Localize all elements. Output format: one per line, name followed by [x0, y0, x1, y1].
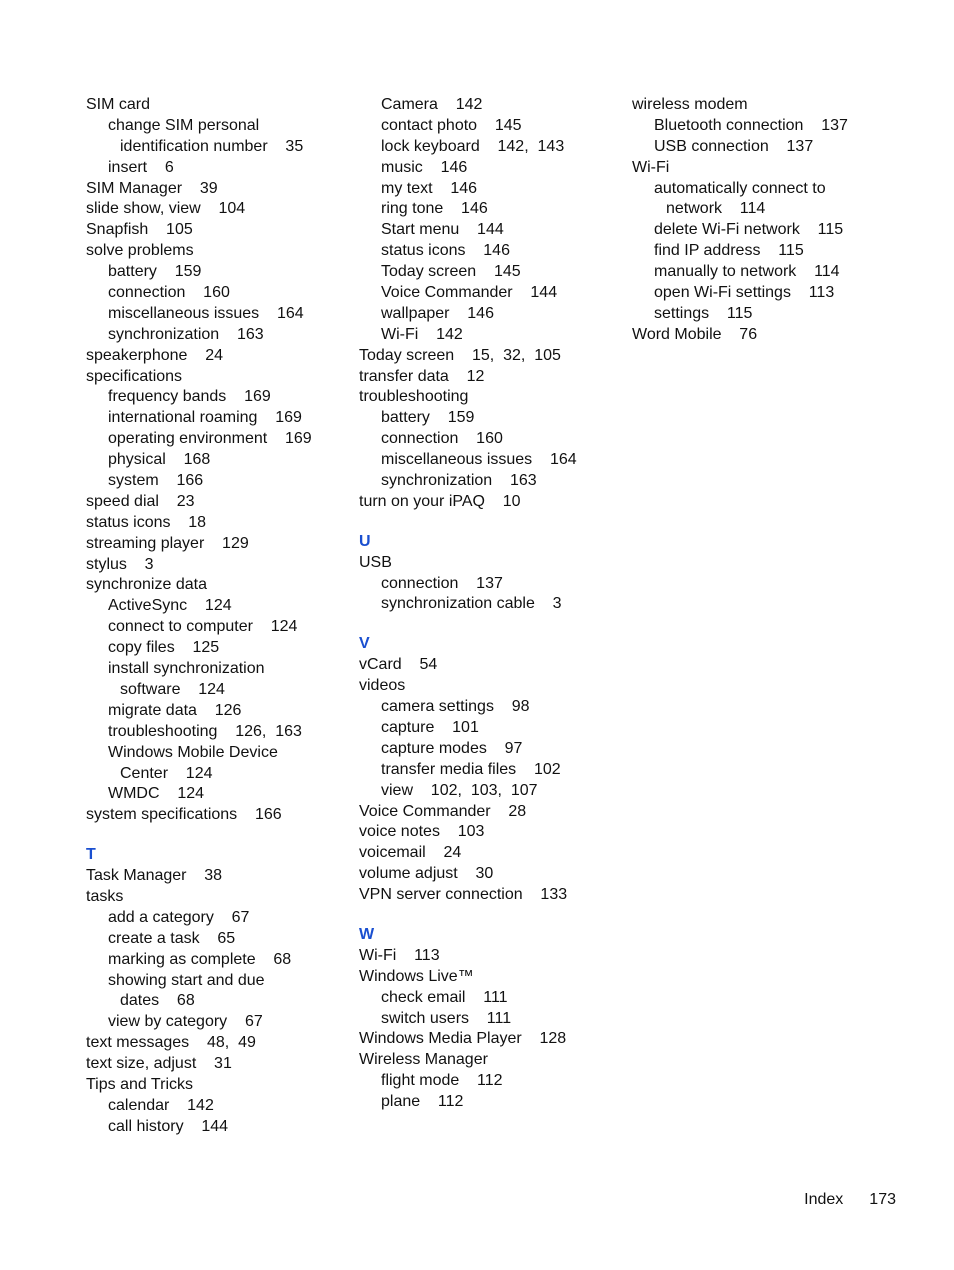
index-subentry: connection 160	[108, 284, 230, 302]
index-subentry: open Wi-Fi settings 113	[654, 284, 835, 302]
index-entry: Wi-Fi 113	[359, 946, 440, 964]
index-subentry: WMDC 124	[108, 785, 205, 803]
index-entry: system specifications 166	[86, 806, 282, 824]
index-entry: status icons 18	[86, 513, 207, 531]
index-subentry: connect to computer 124	[108, 618, 298, 636]
index-subentry: delete Wi-Fi network 115	[654, 221, 844, 239]
index-subentry: transfer media files 102	[381, 760, 561, 778]
index-subentry: my text 146	[381, 179, 478, 197]
index-entry: wireless modem	[632, 96, 748, 113]
index-entry: Tips and Tricks	[86, 1075, 193, 1093]
footer-section-label: Index	[804, 1191, 844, 1208]
index-subentry: Wi-Fi 142	[381, 325, 463, 343]
index-subentry: ring tone 146	[381, 200, 488, 218]
index-subentry: connection 137	[381, 574, 503, 592]
index-entry: Task Manager 38	[86, 867, 223, 885]
index-subentry: create a task 65	[108, 929, 236, 947]
index-subentry: identification number 35	[120, 137, 304, 155]
index-entry: vCard 54	[359, 656, 438, 674]
index-subentry: check email 111	[381, 988, 508, 1006]
index-subentry: physical 168	[108, 451, 211, 469]
index-subentry: Windows Mobile Device	[108, 743, 278, 761]
index-entry: synchronize data	[86, 576, 207, 594]
index-entry: videos	[359, 677, 406, 695]
section-letter-heading: T	[86, 846, 96, 864]
index-subentry: Voice Commander 144	[381, 284, 558, 302]
index-entry: troubleshooting	[359, 388, 469, 406]
index-subentry: battery 159	[381, 409, 475, 427]
index-subentry: synchronization 163	[108, 325, 264, 343]
index-subentry: find IP address 115	[654, 242, 804, 260]
index-subentry: Start menu 144	[381, 221, 504, 239]
index-entry: solve problems	[86, 242, 194, 260]
index-subentry: wallpaper 146	[381, 304, 494, 322]
index-entry: voice notes 103	[359, 823, 485, 841]
index-subentry: calendar 142	[108, 1096, 214, 1114]
index-subentry: ActiveSync 124	[108, 597, 232, 615]
index-entry: text messages 48, 49	[86, 1034, 256, 1052]
index-entry: Today screen 15, 32, 105	[359, 346, 561, 364]
section-letter-heading: U	[359, 532, 371, 550]
page-footer	[804, 1190, 896, 1210]
index-subentry: Camera 142	[381, 96, 483, 113]
index-column-3	[632, 95, 897, 346]
index-subentry: manually to network 114	[654, 263, 840, 281]
index-column-1	[86, 95, 351, 1138]
index-entry: tasks	[86, 887, 124, 905]
section-letter-heading: W	[359, 925, 375, 943]
index-subentry: international roaming 169	[108, 409, 302, 427]
index-subentry: flight mode 112	[381, 1072, 503, 1090]
index-subentry: add a category 67	[108, 908, 250, 926]
index-entry: SIM Manager 39	[86, 179, 218, 197]
index-subentry: call history 144	[108, 1117, 229, 1135]
index-subentry: system 166	[108, 472, 204, 490]
index-subentry: contact photo 145	[381, 116, 522, 134]
index-subentry: battery 159	[108, 263, 202, 281]
index-subentry: settings 115	[654, 304, 753, 322]
index-subentry: status icons 146	[381, 242, 510, 260]
index-entry: Windows Live™	[359, 967, 474, 985]
index-subentry: view 102, 103, 107	[381, 781, 538, 799]
section-letter-heading: V	[359, 635, 370, 653]
index-entry: Wireless Manager	[359, 1051, 488, 1069]
index-subentry: troubleshooting 126, 163	[108, 722, 302, 740]
index-entry: speed dial 23	[86, 492, 195, 510]
index-subentry: showing start and due	[108, 971, 265, 989]
index-entry: voicemail 24	[359, 844, 462, 862]
index-subentry: copy files 125	[108, 639, 220, 657]
index-subentry: miscellaneous issues 164	[381, 451, 577, 469]
index-column-2	[359, 95, 624, 1113]
index-subentry: frequency bands 169	[108, 388, 271, 406]
index-subentry: miscellaneous issues 164	[108, 304, 304, 322]
index-entry: VPN server connection 133	[359, 886, 568, 904]
index-subentry: capture 101	[381, 718, 479, 736]
index-entry: streaming player 129	[86, 534, 249, 552]
index-subentry: music 146	[381, 158, 468, 176]
index-entry: turn on your iPAQ 10	[359, 492, 521, 510]
index-entry: Snapfish 105	[86, 221, 193, 239]
index-entry: Word Mobile 76	[632, 325, 758, 343]
index-subentry: install synchronization	[108, 660, 265, 678]
index-subentry: Bluetooth connection 137	[654, 116, 848, 134]
index-subentry: Today screen 145	[381, 263, 521, 281]
index-entry: slide show, view 104	[86, 200, 246, 218]
index-subentry: insert 6	[108, 158, 174, 176]
index-entry: volume adjust 30	[359, 865, 494, 883]
index-subentry: migrate data 126	[108, 701, 242, 719]
index-entry: stylus 3	[86, 555, 154, 573]
index-subentry: dates 68	[120, 992, 195, 1010]
index-subentry: synchronization cable 3	[381, 595, 562, 613]
index-entry: Voice Commander 28	[359, 802, 527, 820]
index-subentry: Center 124	[120, 764, 213, 782]
index-subentry: change SIM personal	[108, 116, 260, 134]
index-entry: specifications	[86, 367, 183, 385]
index-subentry: USB connection 137	[654, 137, 814, 155]
index-subentry: camera settings 98	[381, 698, 530, 716]
index-subentry: plane 112	[381, 1093, 464, 1111]
index-subentry: network 114	[666, 200, 766, 218]
index-subentry: automatically connect to	[654, 179, 826, 197]
index-subentry: view by category 67	[108, 1013, 263, 1031]
index-subentry: marking as complete 68	[108, 950, 292, 968]
index-entry: USB	[359, 553, 392, 571]
index-entry: Windows Media Player 128	[359, 1030, 567, 1048]
index-entry: transfer data 12	[359, 367, 485, 385]
index-subentry: switch users 111	[381, 1009, 512, 1027]
index-subentry: connection 160	[381, 430, 503, 448]
index-subentry: synchronization 163	[381, 472, 537, 490]
index-entry: speakerphone 24	[86, 346, 223, 364]
page-number: 173	[869, 1191, 896, 1208]
index-subentry: lock keyboard 142, 143	[381, 137, 565, 155]
index-subentry: capture modes 97	[381, 739, 523, 757]
index-entry: text size, adjust 31	[86, 1055, 232, 1073]
index-subentry: operating environment 169	[108, 430, 312, 448]
index-entry: SIM card	[86, 96, 151, 113]
index-subentry: software 124	[120, 680, 225, 698]
index-entry: Wi-Fi	[632, 158, 670, 176]
